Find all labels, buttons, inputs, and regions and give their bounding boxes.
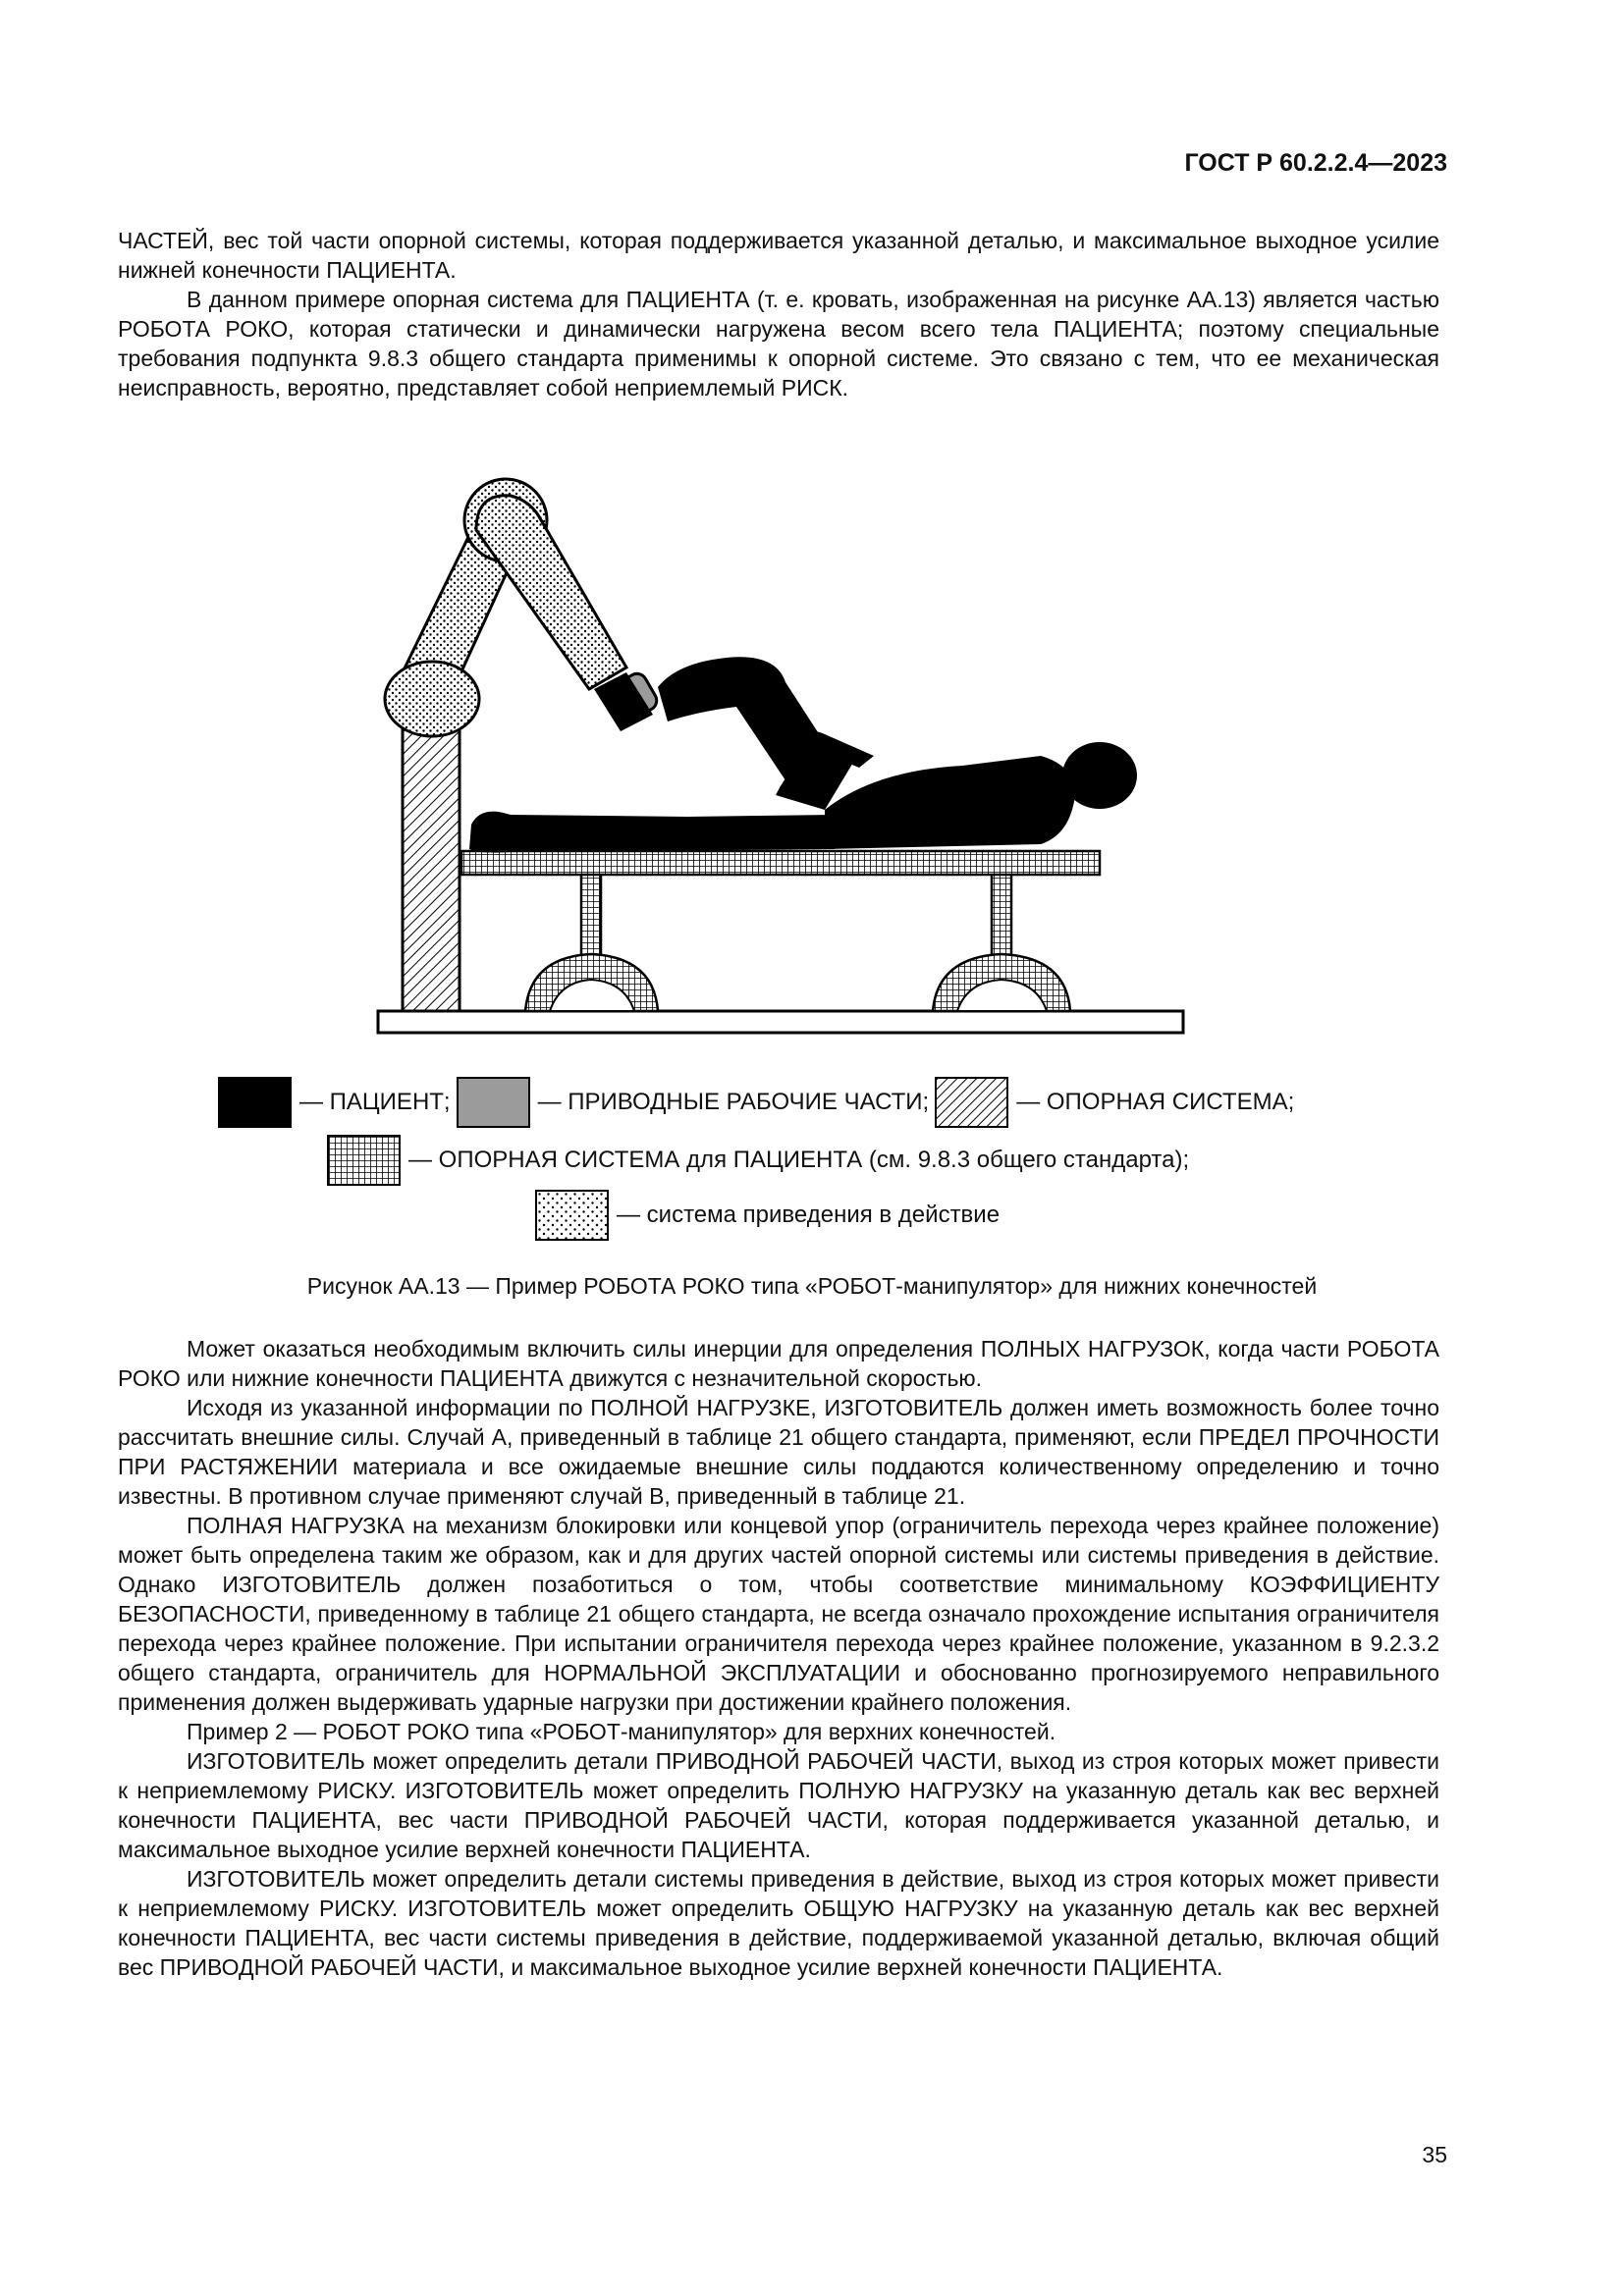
actuation-swatch [535,1190,609,1241]
paragraph: ЧАСТЕЙ, вес той части опорной системы, которая поддерживается указанной деталью, и максимальное выходное усилие нижней конечности ПАЦИЕНТА. [118,228,1439,283]
shoulder-joint [385,662,479,736]
document-code: ГОСТ Р 60.2.2.4—2023 [1184,149,1447,177]
patient-support-swatch [327,1135,401,1186]
support-column [403,707,460,1011]
legend-row-2 [327,1135,1189,1186]
bed-leg [992,874,1011,957]
legend-support-system: — ОПОРНАЯ СИСТЕМА; [1016,1089,1295,1115]
patient-swatch [218,1077,292,1128]
legend-row-3 [535,1190,1000,1241]
support-system-swatch [935,1077,1008,1128]
robot-figure [363,471,1198,1041]
paragraph: Исходя из указанной информации по ПОЛНОЙ НАГРУЗКЕ, ИЗГОТОВИТЕЛЬ должен иметь возможность более точно рассчитать внешние силы. Случай А, приведенный в таблице 21 общего стандарта, применяют, если ПРЕДЕЛ ПРОЧНОСТИ ПРИ РАСТЯЖЕНИИ материала и все ожидаемые внешние силы поддаются количественному определению и точно известны. В противном случае применяют случай В, приведенный в таблице 21. [118,1395,1439,1509]
floor-plate [378,1011,1183,1033]
legend-actuation: — система приведения в действие [617,1201,1001,1228]
legend-driven-parts: — ПРИВОДНЫЕ РАБОЧИЕ ЧАСТИ; [537,1089,930,1115]
legend-patient: — ПАЦИЕНТ; [299,1089,451,1115]
top-text-block [118,226,1439,402]
legend-row-1 [218,1077,1294,1128]
paragraph: Пример 2 — РОБОТ РОКО типа «РОБОТ-манипулятор» для верхних конечностей. [187,1719,1056,1744]
paragraph: Может оказаться необходимым включить силы инерции для определения ПОЛНЫХ НАГРУЗОК, когда части РОБОТА РОКО или нижние конечности ПАЦИЕНТА движутся с незначительной скоростью. [118,1336,1439,1391]
paragraph: ИЗГОТОВИТЕЛЬ может определить детали ПРИВОДНОЙ РАБОЧЕЙ ЧАСТИ, выход из строя которых может привести к неприемлемому РИСКУ. ИЗГОТОВИТЕЛЬ может определить ПОЛНУЮ НАГРУЗКУ на указанную деталь как вес верхней конечности ПАЦИЕНТА, вес части ПРИВОДНОЙ РАБОЧЕЙ ЧАСТИ, которая поддерживается указанной деталью, и максимальное выходное усилие верхней конечности ПАЦИЕНТА. [118,1748,1439,1862]
bed-leg [581,874,601,957]
paragraph: В данном примере опорная система для ПАЦИЕНТА (т. е. кровать, изображенная на рисунке АА.13) является частью РОБОТА РОКО, которая статически и динамически нагружена весом всего тела ПАЦИЕНТА; поэтому специальные требования подпункта 9.8.3 общего стандарта применимы к опорной системе. Это связано с тем, что ее механическая неисправность, вероятно, представляет собой неприемлемый РИСК. [118,287,1439,400]
legend-patient-support: — ОПОРНАЯ СИСТЕМА для ПАЦИЕНТА (см. 9.8.3 общего стандарта); [408,1147,1190,1173]
bed-platform [461,851,1100,875]
figure-caption: Рисунок АА.13 — Пример РОБОТА РОКО типа «РОБОТ-манипулятор» для нижних конечностей [306,1273,1318,1299]
driven-parts-swatch [457,1077,530,1128]
bottom-text-block [118,1334,1439,1982]
patient-silhouette [469,657,1137,852]
paragraph: ПОЛНАЯ НАГРУЗКА на механизм блокировки или концевой упор (ограничитель перехода через крайнее положение) может быть определена таким же образом, как и для других частей опорной системы или системы приведения в действие. Однако ИЗГОТОВИТЕЛЬ должен позаботиться о том, чтобы соответствие минимальному КОЭФФИЦИЕНТУ БЕЗОПАСНОСТИ, приведенному в таблице 21 общего стандарта, не всегда означало прохождение испытания ограничителя перехода через крайнее положение. При испытании ограничителя перехода через крайнее положение, указанном в 9.2.3.2 общего стандарта, ограничитель для НОРМАЛЬНОЙ ЭКСПЛУАТАЦИИ и обоснованно прогнозируемого неправильного применения должен выдерживать ударные нагрузки при достижении крайнего положения. [118,1513,1439,1715]
paragraph: ИЗГОТОВИТЕЛЬ может определить детали системы приведения в действие, выход из строя которых может привести к неприемлемому РИСКУ. ИЗГОТОВИТЕЛЬ может определить ОБЩУЮ НАГРУЗКУ на указанную деталь как вес верхней конечности ПАЦИЕНТА, вес части системы приведения в действие, поддерживаемой указанной деталью, включая общий вес ПРИВОДНОЙ РАБОЧЕЙ ЧАСТИ, и максимальное выходное усилие верхней конечности ПАЦИЕНТА. [118,1866,1439,1980]
page-number: 35 [1422,2142,1447,2167]
